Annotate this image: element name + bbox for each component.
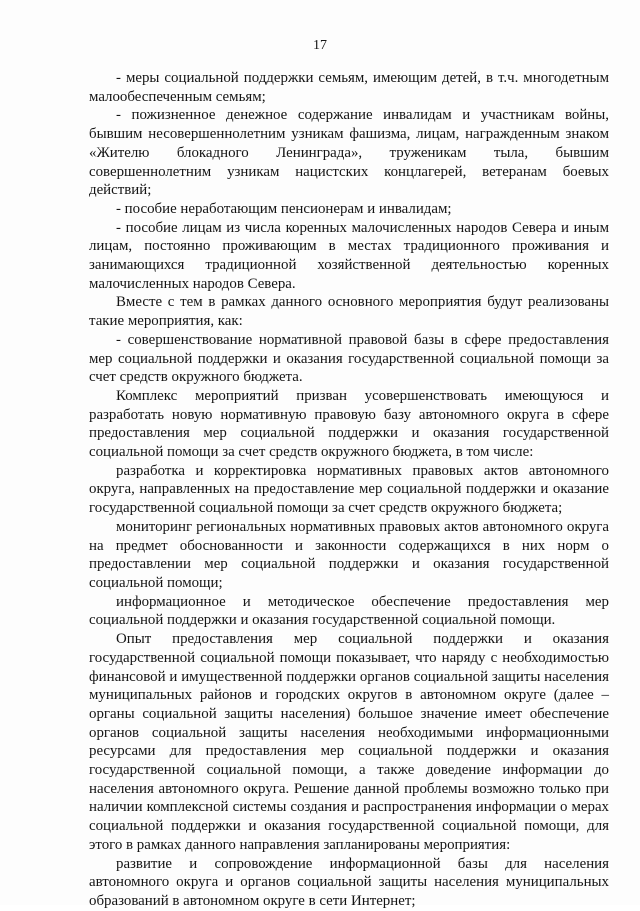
page-number: 17 (313, 38, 327, 53)
paragraph-indigenous-allowance: - пособие лицам из числа коренных малочисленных народов Севера и иным лицам, постоянно проживающим в местах традиционного проживания и занимающихся традиционной хозяйственной деятельностью коренных малочисленных народов Севера. (89, 219, 609, 292)
paragraph-info-base-development: развитие и сопровождение информационной базы для населения автономного округа и органов социальной защиты населения муниципальных образований в автономном округе в сети Интернет; (89, 855, 609, 909)
paragraph-regulatory-improvement: - совершенствование нормативной правовой базы в сфере предоставления мер социальной поддержки и оказания государственной социальной помощи за счет средств окружного бюджета. (89, 331, 609, 386)
paragraph-information-support: информационное и методическое обеспечение предоставления мер социальной поддержки и оказания государственной социальной помощи. (89, 593, 609, 629)
paragraph-complex-of-measures: Комплекс мероприятий призван усовершенствовать имеющуюся и разработать новую нормативную правовую базу автономного округа в сфере предоставления мер социальной поддержки и оказания государственной социальной помощи за счет средств окружного бюджета, в том числе: (89, 387, 609, 461)
document-body (89, 69, 609, 911)
paragraph-additional-measures: Вместе с тем в рамках данного основного мероприятия будут реализованы такие мероприятия, как: (89, 294, 609, 330)
paragraph-lifetime-allowance: - пожизненное денежное содержание инвалидам и участникам войны, бывшим несовершеннолетним узникам фашизма, лицам, награжденным знаком «Жителю блокадного Ленинграда», труженикам тыла, бывшим совершеннолетним узникам нацистских концлагерей, ветеранам боевых действий; (89, 107, 609, 199)
paragraph-monitoring: мониторинг региональных нормативных правовых актов автономного округа на предмет обоснованности и законности содержащихся в них норм о предоставлении мер социальной поддержки и оказания государственной социальной помощи; (89, 518, 609, 591)
paragraph-measures-families: - меры социальной поддержки семьям, имеющим детей, в т.ч. многодетным малообеспеченным семьям; (89, 70, 609, 105)
paragraph-pensioner-allowance: - пособие неработающим пенсионерам и инвалидам; (116, 200, 452, 217)
paragraph-experience: Опыт предоставления мер социальной поддержки и оказания государственной социальной помощи показывает, что наряду с необходимостью финансовой и имущественной поддержки органов социальной защиты населения муниципальных районов и городских округов в автономном округе (далее – органы социальной защиты населения) большое значение имеет обеспечение органов социальной защиты населения необходимыми информационными ресурсами для предоставления мер социальной поддержки и оказания государственной социальной помощи, а также доведение информации до населения автономного округа. Решение данной проблемы возможно только при наличии комплексной системы создания и распространения информации о мерах социальной поддержки и оказания государственной социальной помощи, для этого в рамках данного направления запланированы мероприятия: (89, 631, 609, 853)
paragraph-drafting-acts: разработка и корректировка нормативных правовых актов автономного округа, направленных на предоставление мер социальной поддержки и оказание государственной социальной помощи за счет средств окружного бюджета; (89, 462, 609, 517)
